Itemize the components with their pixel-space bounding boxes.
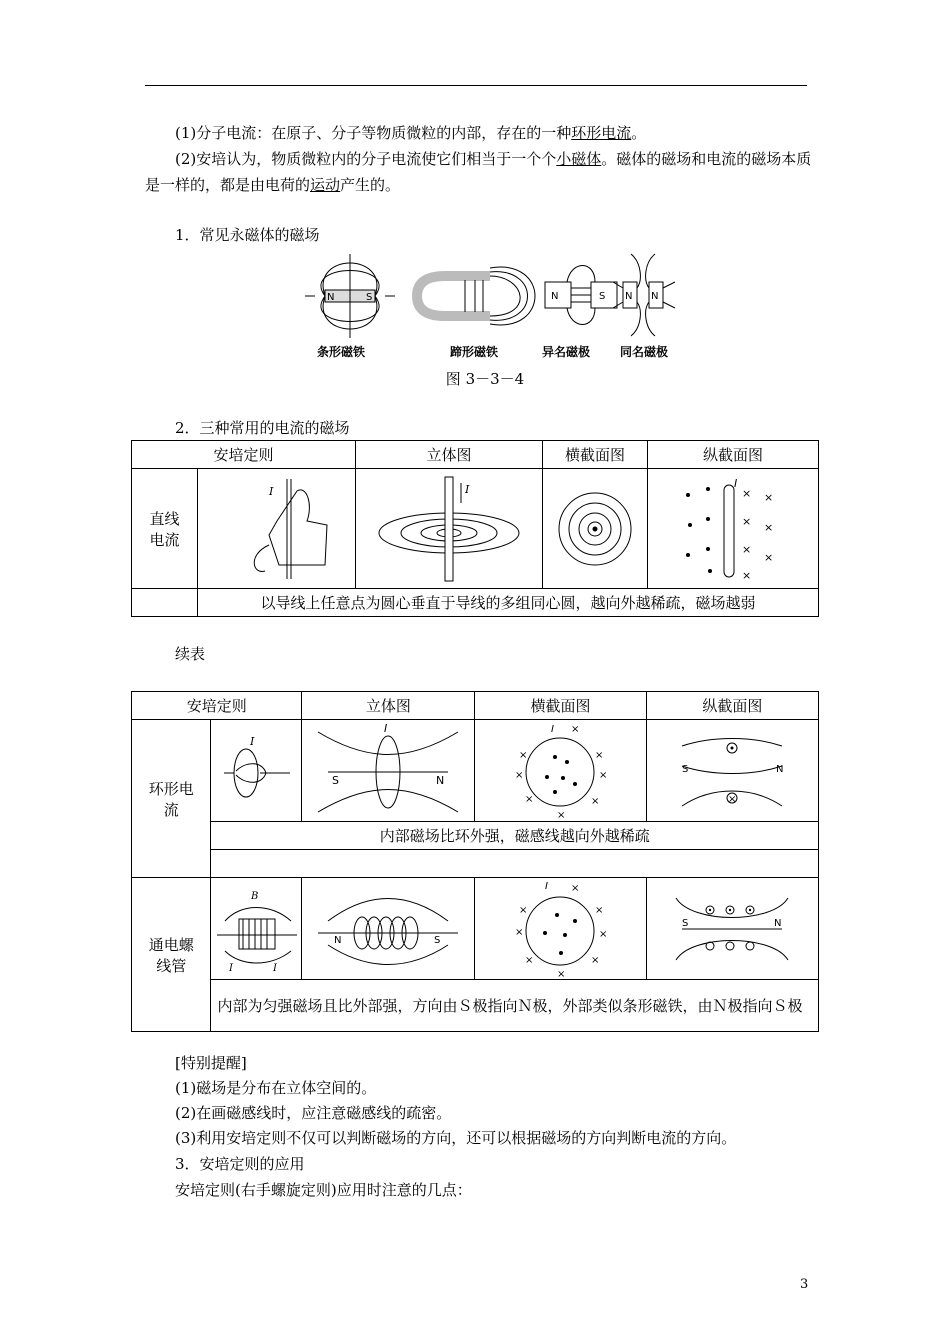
cross-section-straight-cell: [543, 469, 648, 589]
row-label-line: 电流: [149, 530, 180, 549]
svg-text:×: ×: [595, 904, 604, 916]
pole-s-label: S: [366, 292, 373, 303]
svg-text:×: ×: [571, 723, 580, 735]
svg-text:×: ×: [515, 926, 524, 938]
current-label: I: [551, 723, 555, 735]
table-header: 横截面图: [543, 441, 648, 469]
text: (1)分子电流：在原子、分子等物质微粒的内部，存在的一种: [175, 124, 572, 142]
tips-title: [特别提醒]: [175, 1054, 247, 1072]
row-label: [132, 469, 198, 589]
svg-text:×: ×: [525, 793, 534, 805]
row-label: [132, 720, 211, 878]
solenoid-note: 内部为匀强磁场且比外部强，方向由Ｓ极指向Ｎ极，外部类似条形磁铁，由Ｎ极指向Ｓ极: [211, 980, 819, 1032]
page-number: 3: [800, 1277, 809, 1292]
svg-text:×: ×: [764, 550, 774, 564]
row-label-line: 流: [163, 800, 179, 819]
row-label-line: 环形电: [148, 779, 194, 798]
underlined-text: 运动: [310, 176, 341, 194]
ring-current-3d-icon: [308, 722, 468, 820]
straight-current-note: 以导线上任意点为圆心垂直于导线的多组同心圆，越向外越稀疏，磁场越弱: [198, 589, 819, 617]
underlined-text: 小磁体: [556, 150, 602, 168]
svg-text:×: ×: [764, 520, 774, 534]
current-field-table: [131, 440, 819, 617]
svg-text:×: ×: [599, 928, 608, 940]
tip-item: (3)利用安培定则不仅可以判断磁场的方向，还可以根据磁场的方向判断电流的方向。: [175, 1129, 737, 1147]
longitudinal-straight-cell: [648, 469, 819, 589]
table-header: 纵截面图: [648, 441, 819, 469]
3d-ring-cell: [302, 720, 475, 822]
figure-label: 异名磁极: [542, 345, 591, 359]
ring-cross-section-icon: [505, 722, 615, 820]
figure-caption: 图 3－3－4: [445, 370, 525, 388]
current-label: I: [250, 734, 255, 748]
row-label-line: 线管: [156, 956, 187, 975]
underlined-text: 环形电流: [571, 124, 632, 142]
longitudinal-ring-cell: [646, 720, 818, 822]
svg-text:×: ×: [519, 749, 528, 761]
3d-solenoid-cell: [302, 878, 475, 980]
svg-text:×: ×: [742, 486, 752, 500]
svg-text:×: ×: [557, 968, 566, 979]
ampere-rule-solenoid-cell: [211, 878, 302, 980]
concentric-circles-icon: [550, 484, 640, 574]
pole-s-label: S: [682, 763, 689, 775]
longitudinal-solenoid-cell: [646, 878, 818, 980]
tip-item: (1)磁场是分布在立体空间的。: [175, 1079, 377, 1097]
pole-n-label: N: [625, 291, 633, 302]
table-header: 纵截面图: [646, 692, 818, 720]
svg-text:×: ×: [599, 769, 608, 781]
pole-n-label: N: [334, 934, 342, 946]
current-field-table-continued: [131, 691, 819, 1032]
text: 。磁体的磁场和电流的磁场本质是一样的，都是由电荷的: [145, 150, 812, 194]
current-label: I: [545, 880, 549, 892]
paragraph-ampere-hypothesis: [145, 146, 815, 198]
pole-n-label: N: [327, 292, 335, 303]
svg-text:×: ×: [728, 793, 737, 805]
ring-current-note: 内部磁场比环外强，磁感线越向外越稀疏: [211, 822, 819, 850]
header-rule: [145, 85, 807, 86]
svg-text:×: ×: [742, 514, 752, 528]
paragraph-molecular-current: [145, 120, 815, 146]
figure-label: 同名磁极: [620, 345, 669, 359]
svg-text:×: ×: [557, 809, 566, 820]
right-hand-solenoid-icon: [211, 881, 301, 977]
svg-text:×: ×: [519, 904, 528, 916]
table-header: 立体图: [302, 692, 475, 720]
current-label: I: [384, 721, 388, 735]
table-header: 横截面图: [475, 692, 647, 720]
pole-s-label: S: [332, 773, 340, 787]
table-header: 安培定则: [132, 441, 356, 469]
continued-label: 续表: [175, 645, 206, 663]
pole-n-label: N: [551, 291, 559, 302]
table-header: 安培定则: [132, 692, 302, 720]
solenoid-3d-icon: [308, 881, 468, 977]
section3-text: 安培定则(右手螺旋定则)应用时注意的几点：: [175, 1181, 472, 1199]
svg-text:×: ×: [591, 954, 600, 966]
3d-straight-cell: [356, 469, 543, 589]
pole-s-label: S: [434, 934, 441, 946]
pole-n-label: N: [436, 773, 445, 787]
section-heading-3: 3．安培定则的应用: [175, 1155, 305, 1173]
svg-text:×: ×: [742, 568, 752, 582]
svg-text:×: ×: [591, 795, 600, 807]
ring-longitudinal-icon: [662, 726, 802, 816]
pole-s-label: S: [682, 917, 689, 929]
row-label: [132, 878, 211, 1032]
current-label: I: [465, 482, 470, 496]
svg-text:×: ×: [515, 769, 524, 781]
ampere-rule-ring-cell: [211, 720, 302, 822]
figure-label: 蹄形磁铁: [450, 345, 499, 359]
right-hand-straight-icon: [217, 475, 337, 583]
current-label: I: [229, 962, 234, 974]
b-label: B: [251, 890, 259, 902]
text: 。: [631, 124, 647, 142]
svg-text:×: ×: [742, 542, 752, 556]
solenoid-longitudinal-icon: [662, 884, 802, 974]
section-heading-1: 1．常见永磁体的磁场: [175, 226, 320, 244]
pole-n-label: N: [651, 291, 659, 302]
svg-text:×: ×: [525, 954, 534, 966]
pole-n-label: N: [774, 917, 782, 929]
svg-text:×: ×: [571, 882, 580, 894]
figure-label: 条形磁铁: [317, 345, 366, 359]
straight-wire-longitudinal-icon: [668, 475, 798, 583]
pole-n-label: N: [776, 763, 784, 775]
pole-s-label: S: [599, 291, 606, 302]
row-label-line: 直线: [149, 509, 180, 528]
solenoid-cross-section-icon: [505, 879, 615, 979]
tip-item: (2)在画磁感线时，应注意磁感线的疏密。: [175, 1104, 452, 1122]
ampere-rule-straight-cell: [198, 469, 356, 589]
current-label: I: [273, 962, 278, 974]
right-hand-ring-icon: [216, 731, 296, 811]
permanent-magnet-figure: [305, 252, 685, 364]
text: (2)安培认为，物质微粒内的分子电流使它们相当于一个个: [175, 150, 557, 168]
text: 产生的。: [340, 176, 401, 194]
svg-text:×: ×: [595, 749, 604, 761]
svg-text:×: ×: [764, 490, 774, 504]
current-label: I: [268, 484, 273, 498]
straight-wire-3d-icon: [359, 473, 539, 585]
row-label-line: 通电螺: [148, 935, 194, 954]
cross-section-ring-cell: [475, 720, 647, 822]
cross-section-solenoid-cell: [475, 878, 647, 980]
current-label: I: [734, 476, 738, 490]
table-header: 立体图: [356, 441, 543, 469]
section-heading-2: 2．三种常用的电流的磁场: [175, 419, 350, 437]
